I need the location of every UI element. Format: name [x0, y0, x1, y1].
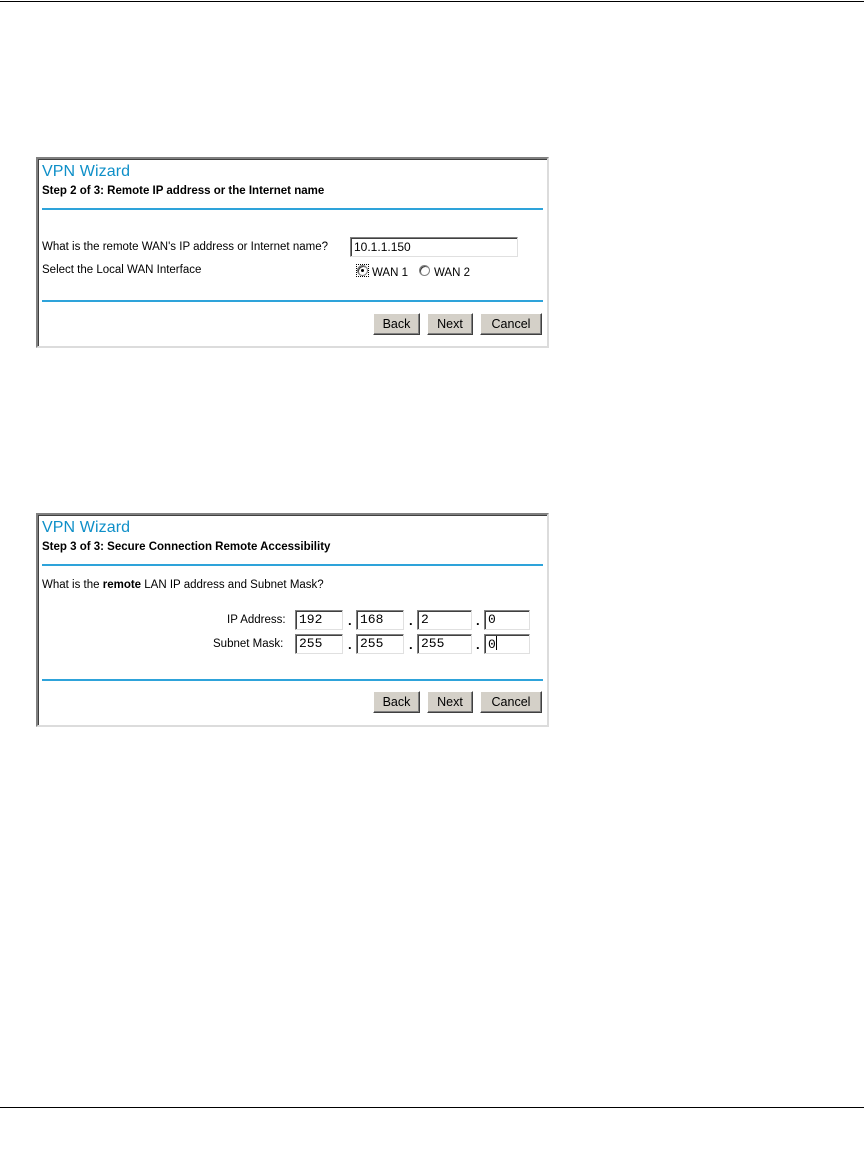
mask-octet-2-input[interactable]: 255 — [356, 634, 404, 654]
cancel-button[interactable]: Cancel — [480, 691, 542, 713]
wan1-label[interactable]: WAN 1 — [372, 267, 408, 279]
vpn-wizard-step2-panel — [36, 157, 549, 348]
text-cursor — [496, 636, 497, 650]
remote-address-input[interactable]: 10.1.1.150 — [350, 237, 518, 257]
bottom-page-rule — [0, 1107, 864, 1108]
mask-octet-4-input[interactable]: 0 — [484, 634, 530, 654]
wan2-radio[interactable] — [419, 265, 430, 276]
ip-address-label: IP Address: — [227, 614, 286, 626]
wizard-step-heading: Step 2 of 3: Remote IP address or the Internet name — [42, 185, 325, 197]
next-button[interactable]: Next — [427, 313, 473, 335]
top-page-rule — [0, 1, 864, 2]
back-button[interactable]: Back — [373, 691, 420, 713]
wizard-title: VPN Wizard — [42, 163, 131, 180]
next-button[interactable]: Next — [427, 691, 473, 713]
ip-octet-4-input[interactable]: 0 — [484, 610, 530, 630]
wizard-title: VPN Wizard — [42, 519, 131, 536]
ip-octet-3-input[interactable]: 2 — [417, 610, 472, 630]
mask-dot: . — [409, 637, 413, 652]
divider — [42, 679, 543, 681]
vpn-wizard-step3-panel — [36, 513, 549, 727]
back-button[interactable]: Back — [373, 313, 420, 335]
ip-dot: . — [409, 613, 413, 628]
wizard-step-heading: Step 3 of 3: Secure Connection Remote Accessibility — [42, 541, 331, 553]
mask-dot: . — [348, 637, 352, 652]
mask-dot: . — [476, 637, 480, 652]
remote-lan-question: What is the remote LAN IP address and Subnet Mask? — [42, 579, 324, 591]
divider — [42, 208, 543, 210]
divider — [42, 300, 543, 302]
ip-octet-1-input[interactable]: 192 — [295, 610, 343, 630]
ip-dot: . — [348, 613, 352, 628]
mask-octet-1-input[interactable]: 255 — [295, 634, 343, 654]
local-wan-label: Select the Local WAN Interface — [42, 264, 202, 276]
divider — [42, 564, 543, 566]
subnet-mask-label: Subnet Mask: — [213, 638, 284, 650]
mask-octet-3-input[interactable]: 255 — [417, 634, 472, 654]
cancel-button[interactable]: Cancel — [480, 313, 542, 335]
remote-address-label: What is the remote WAN's IP address or Internet name? — [42, 241, 328, 253]
ip-dot: . — [476, 613, 480, 628]
ip-octet-2-input[interactable]: 168 — [356, 610, 404, 630]
wan2-label[interactable]: WAN 2 — [434, 267, 470, 279]
wan1-radio[interactable] — [357, 265, 368, 276]
